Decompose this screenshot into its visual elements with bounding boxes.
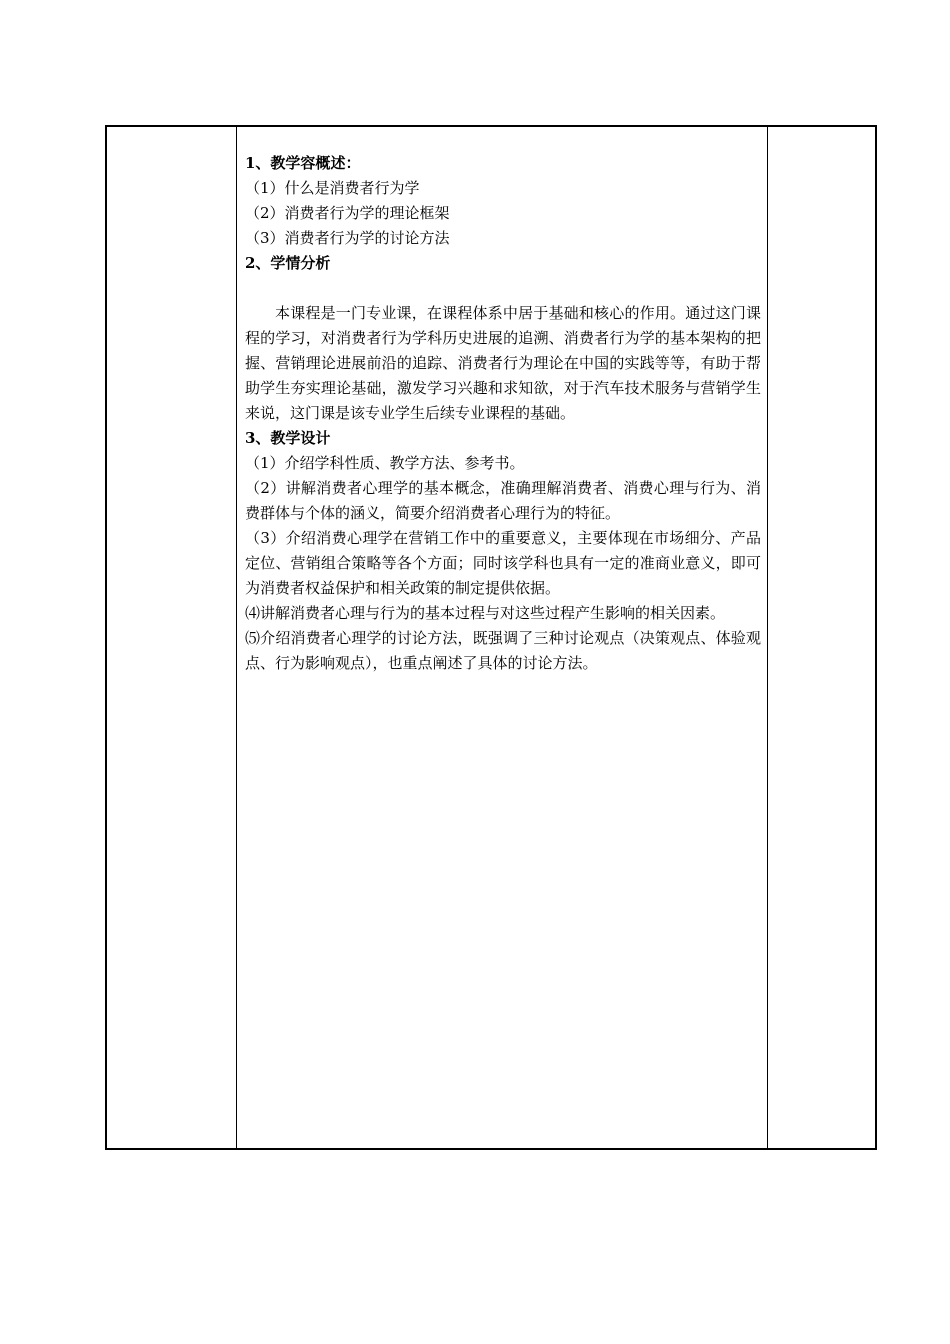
section3-item-1: （1）介绍学科性质、教学方法、参考书。 <box>245 454 525 472</box>
lesson-plan-table <box>105 125 877 1150</box>
section1-item-1: （1）什么是消费者行为学 <box>245 179 420 197</box>
section3-heading: 3、教学设计 <box>245 429 331 447</box>
section1-item-2: （2）消费者行为学的理论框架 <box>245 204 450 222</box>
lesson-content-cell <box>245 151 761 676</box>
section1-item-3: （3）消费者行为学的讨论方法 <box>245 229 450 247</box>
left-column-divider <box>236 127 237 1148</box>
section2-heading: 2、学情分析 <box>245 254 331 272</box>
section1-heading: 1、教学容概述： <box>245 154 361 172</box>
blank-line <box>245 276 761 301</box>
section2-paragraph: 本课程是一门专业课，在课程体系中居于基础和核心的作用。通过这门课程的学习，对消费者行为学科历史进展的追溯、消费者行为学的基本架构的把握、营销理论进展前沿的追踪、消费者行为理论在中国的实践等等，有助于帮助学生夯实理论基础，激发学习兴趣和求知欲，对于汽车技术服务与营销学生来说，这门课是该专业学生后续专业课程的基础。 <box>245 304 761 422</box>
section3-item-3: （3）介绍消费心理学在营销工作中的重要意义，主要体现在市场细分、产品定位、营销组合策略等各个方面；同时该学科也具有一定的准商业意义，即可为消费者权益保护和相关政策的制定提供依据。 <box>245 529 761 597</box>
right-column-divider <box>767 127 768 1148</box>
section3-item-2: （2）讲解消费者心理学的基本概念，准确理解消费者、消费心理与行为、消费群体与个体的涵义，简要介绍消费者心理行为的特征。 <box>245 479 761 522</box>
section3-item-4: ⑷讲解消费者心理与行为的基本过程与对这些过程产生影响的相关因素。 <box>245 604 726 622</box>
section3-item-5: ⑸介绍消费者心理学的讨论方法，既强调了三种讨论观点（决策观点、体验观点、行为影响观点），也重点阐述了具体的讨论方法。 <box>245 629 761 672</box>
